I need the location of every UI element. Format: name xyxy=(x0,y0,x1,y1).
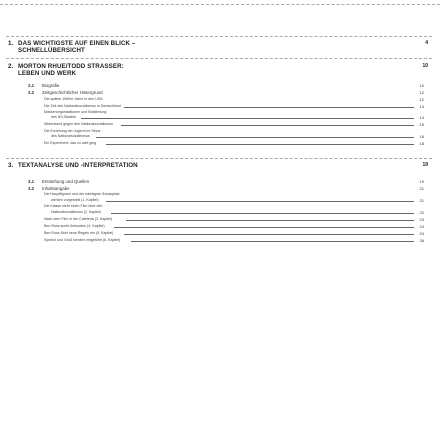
toc-subentry[interactable]: Die Erziehung der Jugend im Sinne xyxy=(44,129,101,133)
entry-page: 24 xyxy=(419,231,424,236)
toc-subentry[interactable]: Widerstand gegen den Nationalsozialismus xyxy=(44,122,113,126)
leader-line xyxy=(81,118,414,119)
toc-subentry[interactable]: Ben Ross sucht Antworten (4. Kapitel) xyxy=(44,224,105,228)
leader-line xyxy=(124,234,414,235)
leader-line xyxy=(111,213,414,214)
section-divider xyxy=(6,58,432,59)
leader-line xyxy=(121,125,414,126)
section-number: 1. xyxy=(8,40,14,47)
leader-line xyxy=(126,220,414,221)
section-page-number: 4 xyxy=(425,40,428,46)
entry-page: 23 xyxy=(419,217,424,222)
toc-subentry[interactable]: Ben Ross führt neue Regeln ein (5. Kapitel) xyxy=(44,231,114,235)
toc-subentry[interactable]: Nationalsozialismus (2. Kapitel) xyxy=(51,210,102,214)
leader-line xyxy=(106,144,414,145)
entry-page: 24 xyxy=(419,224,424,229)
entry-page: 22 xyxy=(419,210,424,215)
toc-subentry[interactable]: Symbol und Gruß werden eingeführt (6. Kapitel) xyxy=(44,238,121,242)
toc-entry[interactable]: 2.2 Zeitgeschichtlicher Hintergrund xyxy=(28,90,103,95)
toc-subentry[interactable]: Die Zeit des Nationalsozialismus in Deutschland xyxy=(44,104,121,108)
toc-section-1[interactable] xyxy=(6,36,432,56)
toc-subentry[interactable]: des Nationalsozialismus xyxy=(51,134,90,138)
section-title-line: SCHNELLÜBERSICHT xyxy=(18,47,85,54)
toc-entry[interactable]: 3.2 Inhaltsangabe xyxy=(28,186,70,191)
section-title xyxy=(8,63,124,77)
toc-entry[interactable]: 2.1 Biografie xyxy=(28,83,60,88)
section-title-line: TEXTANALYSE UND -INTERPRETATION xyxy=(18,162,138,169)
section-number: 2. xyxy=(8,63,14,70)
toc-subentry[interactable]: Die Klasse sieht einen Film über den xyxy=(44,204,103,208)
entry-page: 12 xyxy=(419,90,424,95)
section-page-number: 10 xyxy=(422,63,428,69)
toc-section-3[interactable] xyxy=(6,158,432,278)
leader-line xyxy=(106,201,414,202)
toc-subentry[interactable]: Die Hauptfiguren und der wichtigste Schauplatz xyxy=(44,192,120,196)
leader-line xyxy=(124,107,414,108)
entry-page: 16 xyxy=(419,134,424,139)
toc-entry[interactable]: 3.1 Entstehung und Quellen xyxy=(28,179,90,184)
section-title-line: LEBEN UND WERK xyxy=(18,70,77,77)
toc-subentry[interactable]: Die späten 1960er Jahre in den USA xyxy=(44,97,103,101)
entry-page: 21 xyxy=(419,198,424,203)
toc-subentry[interactable]: Nach dem Film in der Cafeteria (3. Kapitel) xyxy=(44,217,113,221)
entry-page: 10 xyxy=(419,83,424,88)
leader-line xyxy=(131,241,414,242)
section-divider xyxy=(6,158,432,159)
entry-page: 12 xyxy=(419,97,424,102)
leader-line xyxy=(96,137,414,138)
entry-page: 26 xyxy=(419,238,424,243)
section-title-line: MORTON RHUE/TODD STRASSER: xyxy=(18,63,124,70)
entry-page: 18 xyxy=(419,141,424,146)
entry-page: 15 xyxy=(419,122,424,127)
top-divider xyxy=(0,4,440,5)
toc-subentry[interactable]: Ein Experiment, das zu weit ging xyxy=(44,141,97,145)
section-divider xyxy=(6,36,432,37)
toc-section-2[interactable] xyxy=(6,58,432,158)
entry-page: 13 xyxy=(419,104,424,109)
toc-subentry[interactable]: Massenorganisationen und Etablierung xyxy=(44,110,107,114)
entry-page: 21 xyxy=(419,186,424,191)
section-title-line: DAS WICHTIGSTE AUF EINEN BLICK – xyxy=(18,40,136,47)
entry-page: 14 xyxy=(419,115,424,120)
section-title xyxy=(8,162,138,169)
leader-line xyxy=(114,227,414,228)
toc-subentry[interactable]: werden vorgestellt (1. Kapitel) xyxy=(51,198,99,202)
section-title xyxy=(8,40,135,54)
entry-page: 19 xyxy=(419,179,424,184)
section-page-number: 19 xyxy=(422,162,428,168)
section-number: 3. xyxy=(8,162,14,169)
toc-subentry[interactable]: des NS-Staates xyxy=(51,115,77,119)
